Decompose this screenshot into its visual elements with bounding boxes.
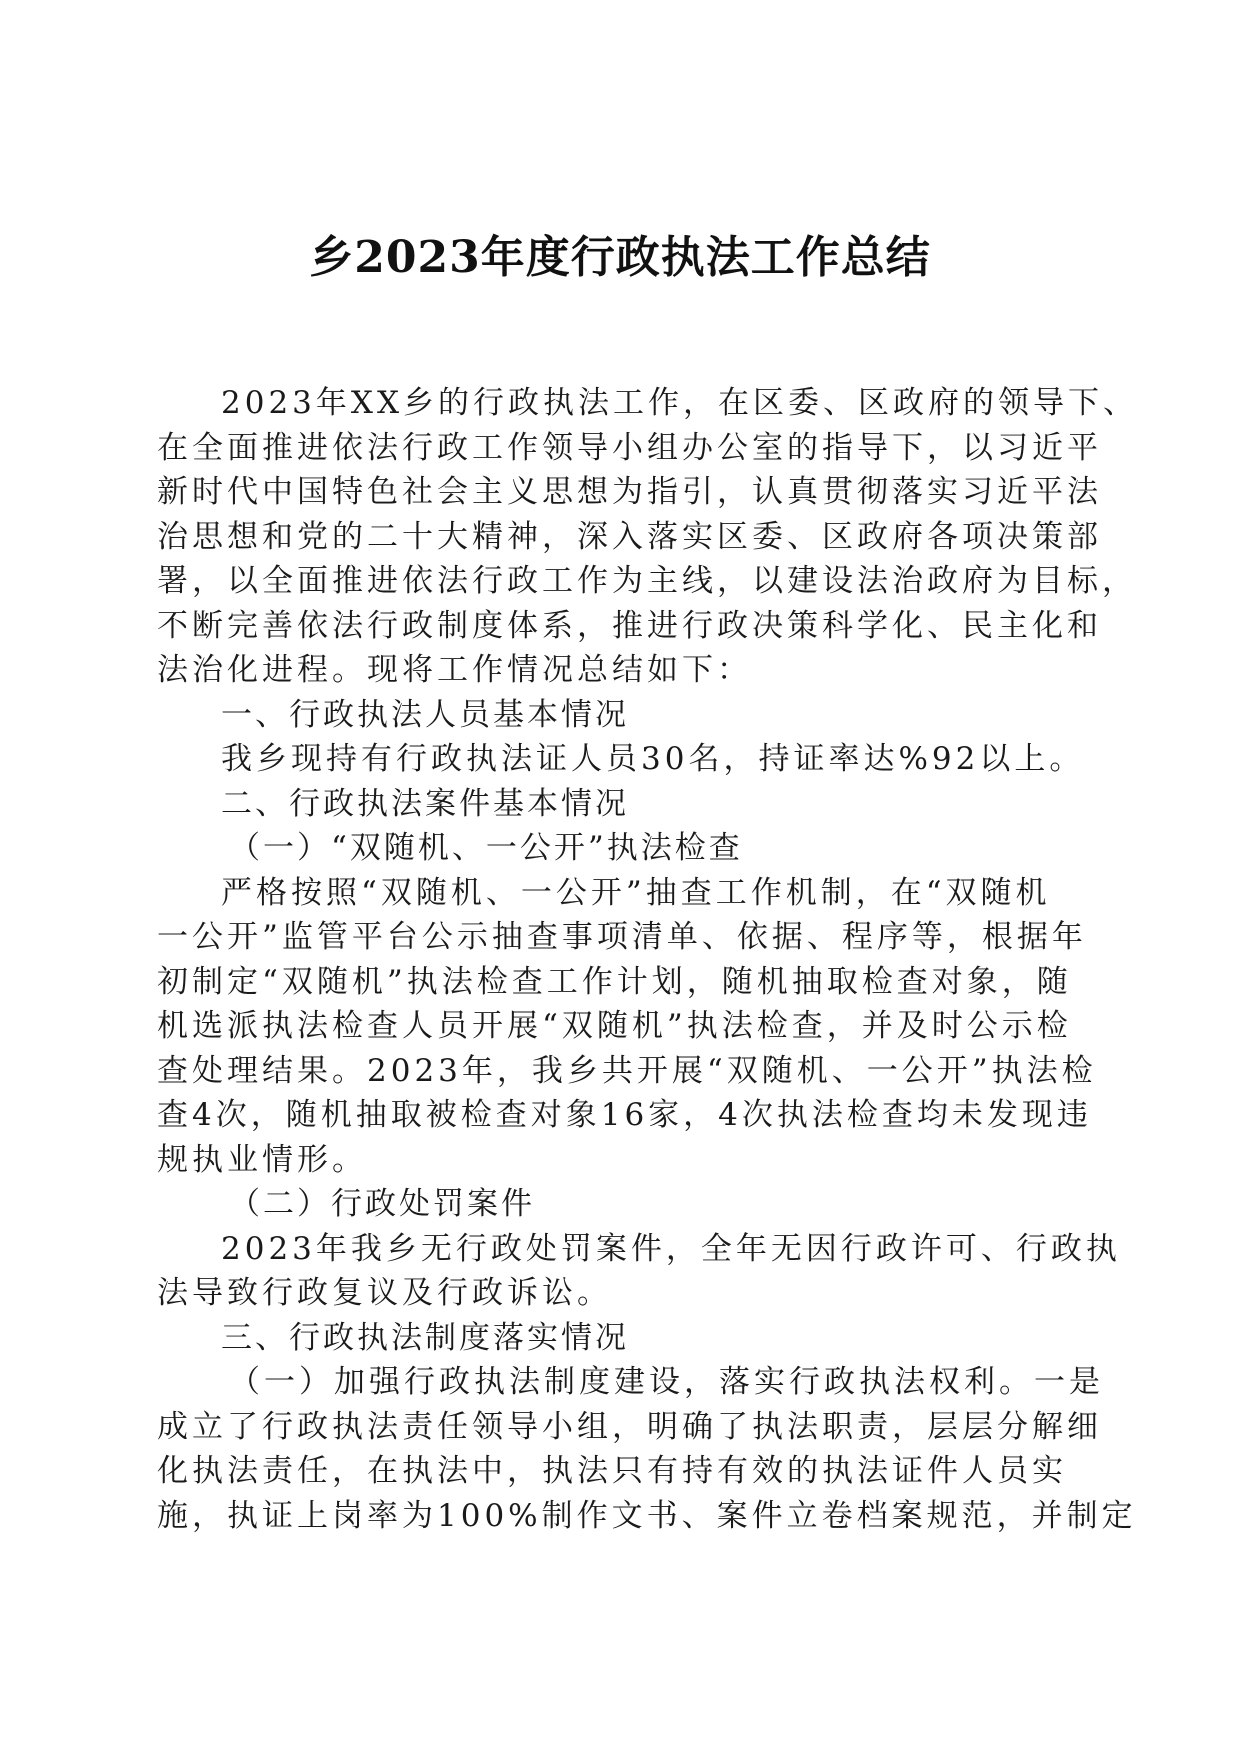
paragraph-line: 2023年我乡无行政处罚案件，全年无因行政许可、行政执: [221, 1230, 1121, 1267]
paragraph-line: 查4次，随机抽取被检查对象16家，4次执法检查均未发现违: [157, 1097, 1092, 1133]
subsection-heading: （一）“双随机、一公开”执法检查: [229, 830, 743, 866]
paragraph-line: 严格按照“双随机、一公开”抽查工作机制，在“双随机: [221, 874, 1051, 911]
paragraph-line: 机选派执法检查人员开展“双随机”执法检查，并及时公示检: [157, 1008, 1072, 1044]
subsection-heading: （二）行政处罚案件: [229, 1186, 535, 1222]
paragraph-line: 施，执证上岗率为100%制作文书、案件立卷档案规范，并制定: [157, 1497, 1137, 1534]
section-heading: 三、行政执法制度落实情况: [221, 1319, 629, 1356]
paragraph-line: 法治化进程。现将工作情况总结如下：: [157, 652, 752, 688]
paragraph-line: 查处理结果。2023年，我乡共开展“双随机、一公开”执法检: [157, 1052, 1097, 1089]
section-heading: 二、行政执法案件基本情况: [221, 785, 629, 822]
paragraph-line: 2023年XX乡的行政执法工作，在区委、区政府的领导下、: [221, 385, 1139, 421]
paragraph-line: 初制定“双随机”执法检查工作计划，随机抽取检查对象，随: [157, 963, 1072, 1000]
document-body: [157, 381, 1139, 1538]
paragraph-line: 不断完善依法行政制度体系，推进行政决策科学化、民主化和: [157, 607, 1102, 644]
paragraph-line: 在全面推进依法行政工作领导小组办公室的指导下，以习近平: [157, 429, 1102, 466]
document-title: 乡2023年度行政执法工作总结: [309, 232, 931, 283]
paragraph-line: 规执业情形。: [157, 1141, 367, 1178]
paragraph-line: 治思想和党的二十大精神，深入落实区委、区政府各项决策部: [157, 518, 1102, 555]
paragraph-line: 一公开”监管平台公示抽查事项清单、依据、程序等，根据年: [157, 919, 1087, 955]
paragraph-line: 法导致行政复议及行政诉讼。: [157, 1275, 612, 1311]
paragraph-line: 新时代中国特色社会主义思想为指引，认真贯彻落实习近平法: [157, 474, 1102, 510]
paragraph-line: 化执法责任，在执法中，执法只有持有效的执法证件人员实: [157, 1453, 1067, 1489]
section-heading: 一、行政执法人员基本情况: [221, 696, 629, 733]
paragraph-line: 我乡现持有行政执法证人员30名，持证率达%92以上。: [221, 741, 1085, 777]
paragraph-line: 署，以全面推进依法行政工作为主线，以建设法治政府为目标，: [157, 563, 1137, 599]
paragraph-line: （一）加强行政执法制度建设，落实行政执法权利。一是: [229, 1364, 1104, 1400]
paragraph-line: 成立了行政执法责任领导小组，明确了执法职责，层层分解细: [157, 1408, 1102, 1445]
